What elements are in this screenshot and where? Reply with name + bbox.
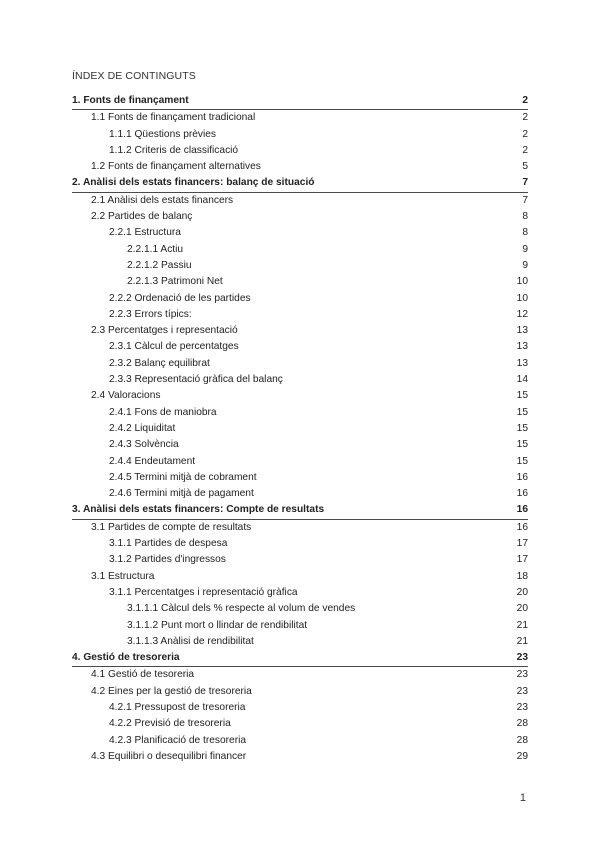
toc-entry[interactable] — [72, 536, 528, 552]
toc-entry-page: 9 — [522, 243, 528, 255]
toc-entry-label: 3.1 Partides de compte de resultats — [91, 521, 252, 533]
toc-entry-label: 2.4 Valoracions — [91, 390, 161, 402]
toc-entry-page: 2 — [522, 144, 528, 156]
toc-entry-page: 12 — [516, 308, 528, 320]
toc-entry[interactable] — [72, 175, 528, 192]
toc-entry[interactable] — [72, 143, 528, 159]
toc-entry-page: 16 — [516, 521, 528, 533]
toc-entry-label: 4.1 Gestió de tesoreria — [91, 669, 195, 681]
toc-entry-page: 2 — [522, 128, 528, 140]
toc-entry-page: 8 — [522, 227, 528, 239]
toc-entry-label: 2.3.3 Representació gràfica del balanç — [109, 374, 283, 386]
toc-entry-page: 10 — [516, 276, 528, 288]
toc-entry-page: 28 — [516, 718, 528, 730]
toc-entry-label: 1. Fonts de finançament — [72, 95, 189, 106]
toc-entry-page: 23 — [516, 685, 528, 697]
toc-entry-label: 1.1.2 Criteris de classificació — [109, 144, 239, 156]
toc-entry[interactable] — [72, 618, 528, 634]
toc-entry-page: 15 — [516, 406, 528, 418]
toc-entry[interactable] — [72, 667, 528, 683]
toc-entry-label: 2.2.1 Estructura — [109, 227, 181, 239]
toc-entry-label: 3.1.2 Partides d'ingressos — [109, 554, 226, 566]
toc-entry-page: 20 — [516, 586, 528, 598]
toc-entry-label: 2. Anàlisi dels estats financers: balanç de situació — [72, 177, 315, 189]
toc-entry-label: 2.2 Partides de balanç — [91, 211, 193, 223]
toc-entry-page: 15 — [516, 439, 528, 451]
toc-entry-label: 1.2 Fonts de finançament alternatives — [91, 161, 261, 173]
toc-entry[interactable] — [72, 454, 528, 470]
toc-entry-label: 3.1.1.2 Punt mort o llindar de rendibilitat — [127, 619, 308, 631]
toc-entry[interactable] — [72, 291, 528, 307]
toc-entry-page: 23 — [516, 701, 528, 713]
toc-entry[interactable] — [72, 405, 528, 421]
toc-entry[interactable] — [72, 372, 528, 388]
toc-entry-page: 9 — [522, 259, 528, 271]
toc-entry-label: 4.3 Equilibri o desequilibri financer — [91, 750, 247, 762]
toc-entry-label: 3.1.1.1 Càlcul dels % respecte al volum de vendes — [127, 603, 356, 615]
toc-entry[interactable] — [72, 486, 528, 502]
toc-entry[interactable] — [72, 159, 528, 175]
toc-entry-page: 16 — [516, 488, 528, 500]
toc-entry[interactable] — [72, 700, 528, 716]
toc-entry[interactable] — [72, 502, 528, 519]
toc-entry[interactable] — [72, 388, 528, 404]
toc-entry-label: 2.2.1.2 Passiu — [127, 259, 192, 271]
toc-entry[interactable] — [72, 552, 528, 568]
toc-entry[interactable] — [72, 258, 528, 274]
toc-entry[interactable] — [72, 684, 528, 700]
toc-entry-page: 13 — [516, 325, 528, 337]
toc-entry[interactable] — [72, 323, 528, 339]
toc-entry-page: 17 — [516, 554, 528, 566]
toc-entry-page: 15 — [516, 455, 528, 467]
toc-entry-label: 2.2.1.1 Actiu — [127, 243, 184, 255]
toc-entry[interactable] — [72, 749, 528, 765]
toc-entry[interactable] — [72, 242, 528, 258]
toc-entry-label: 2.2.3 Errors típics: — [109, 308, 192, 320]
toc-title: ÍNDEX DE CONTINGUTS — [72, 70, 196, 82]
toc-entry[interactable] — [72, 716, 528, 732]
toc-entry-page: 13 — [516, 357, 528, 369]
toc-entry-page: 10 — [516, 292, 528, 304]
toc-entry-label: 2.4.4 Endeutament — [109, 455, 196, 467]
toc-entry-label: 4.2.3 Planificació de tresoreria — [109, 734, 247, 746]
toc-entry-page: 20 — [516, 603, 528, 615]
toc-entry[interactable] — [72, 93, 528, 110]
toc-entry-label: 3.1 Estructura — [91, 570, 155, 582]
toc-entry-page: 29 — [516, 750, 528, 762]
toc-entry-label: 4. Gestió de tresoreria — [72, 652, 180, 664]
toc-entry-page: 21 — [516, 635, 528, 647]
toc-entry[interactable] — [72, 110, 528, 126]
toc-entry-page: 7 — [522, 177, 528, 189]
toc-entry-label: 2.4.3 Solvència — [109, 439, 179, 451]
toc-entry[interactable] — [72, 209, 528, 225]
toc-entry-page: 14 — [516, 374, 528, 386]
toc-entry[interactable] — [72, 520, 528, 536]
page-number: 1 — [519, 792, 526, 804]
toc-entry-label: 3. Anàlisi dels estats financers: Compte de resultats — [72, 504, 325, 516]
toc-entry[interactable] — [72, 193, 528, 209]
toc-entry[interactable] — [72, 127, 528, 143]
toc-entry[interactable] — [72, 225, 528, 241]
toc-entry[interactable] — [72, 307, 528, 323]
toc-entry[interactable] — [72, 650, 528, 667]
toc-entry-label: 2.1 Anàlisi dels estats financers — [91, 194, 234, 206]
toc-entry-page: 15 — [516, 422, 528, 434]
toc-entry-page: 21 — [516, 619, 528, 631]
toc-entry-label: 3.1.1 Percentatges i representació gràfica — [109, 586, 298, 598]
toc-entry-label: 4.2.2 Previsió de tresoreria — [109, 718, 231, 730]
toc-entry-page: 8 — [522, 211, 528, 223]
toc-entry-label: 4.2 Eines per la gestió de tresoreria — [91, 685, 252, 697]
toc-entry-label: 2.2.1.3 Patrimoni Net — [127, 276, 223, 288]
toc-entry-page: 5 — [522, 161, 528, 173]
toc-entry-label: 2.4.5 Termini mitjà de cobrament — [109, 471, 257, 483]
toc-entry-label: 4.2.1 Pressupost de tresoreria — [109, 701, 246, 713]
toc-entry-label: 2.4.2 Liquiditat — [109, 422, 176, 434]
toc-entry-label: 3.1.1.3 Anàlisi de rendibilitat — [127, 635, 254, 647]
toc-entry[interactable] — [72, 339, 528, 355]
toc-entry-page: 2 — [522, 112, 528, 124]
toc-entry[interactable] — [72, 356, 528, 372]
toc-entry[interactable] — [72, 601, 528, 617]
toc-entry[interactable] — [72, 634, 528, 650]
toc-entry-page: 16 — [516, 504, 528, 516]
toc-entry-label: 2.4.1 Fons de maniobra — [109, 406, 217, 418]
toc-entry-page: 18 — [516, 570, 528, 582]
toc-entry-label: 2.3.1 Càlcul de percentatges — [109, 341, 239, 353]
toc-entry-page: 7 — [522, 194, 528, 206]
toc-entry[interactable] — [72, 470, 528, 486]
toc-entry-label: 2.3 Percentatges i representació — [91, 325, 238, 337]
toc-entry-label: 1.1.1 Qüestions prèvies — [109, 128, 217, 140]
toc-entry-label: 3.1.1 Partides de despesa — [109, 538, 228, 550]
toc-entry-page: 23 — [516, 669, 528, 681]
toc-entry[interactable] — [72, 274, 528, 290]
toc-entry[interactable] — [72, 437, 528, 453]
toc-entry[interactable] — [72, 585, 528, 601]
toc-entry-page: 15 — [516, 390, 528, 402]
toc-entry[interactable] — [72, 733, 528, 749]
table-of-contents — [72, 93, 528, 765]
toc-entry-label: 2.2.2 Ordenació de les partides — [109, 292, 251, 304]
toc-entry-page: 23 — [516, 652, 528, 664]
toc-entry[interactable] — [72, 569, 528, 585]
toc-entry-page: 16 — [516, 471, 528, 483]
toc-entry[interactable] — [72, 421, 528, 437]
toc-entry-label: 2.3.2 Balanç equilibrat — [109, 357, 210, 369]
toc-entry-page: 13 — [516, 341, 528, 353]
toc-entry-label: 2.4.6 Termini mitjà de pagament — [109, 488, 254, 500]
toc-entry-label: 1.1 Fonts de finançament tradicional — [91, 112, 256, 124]
toc-entry-page: 17 — [516, 538, 528, 550]
toc-entry-page: 28 — [516, 734, 528, 746]
toc-entry-page: 2 — [522, 95, 528, 106]
